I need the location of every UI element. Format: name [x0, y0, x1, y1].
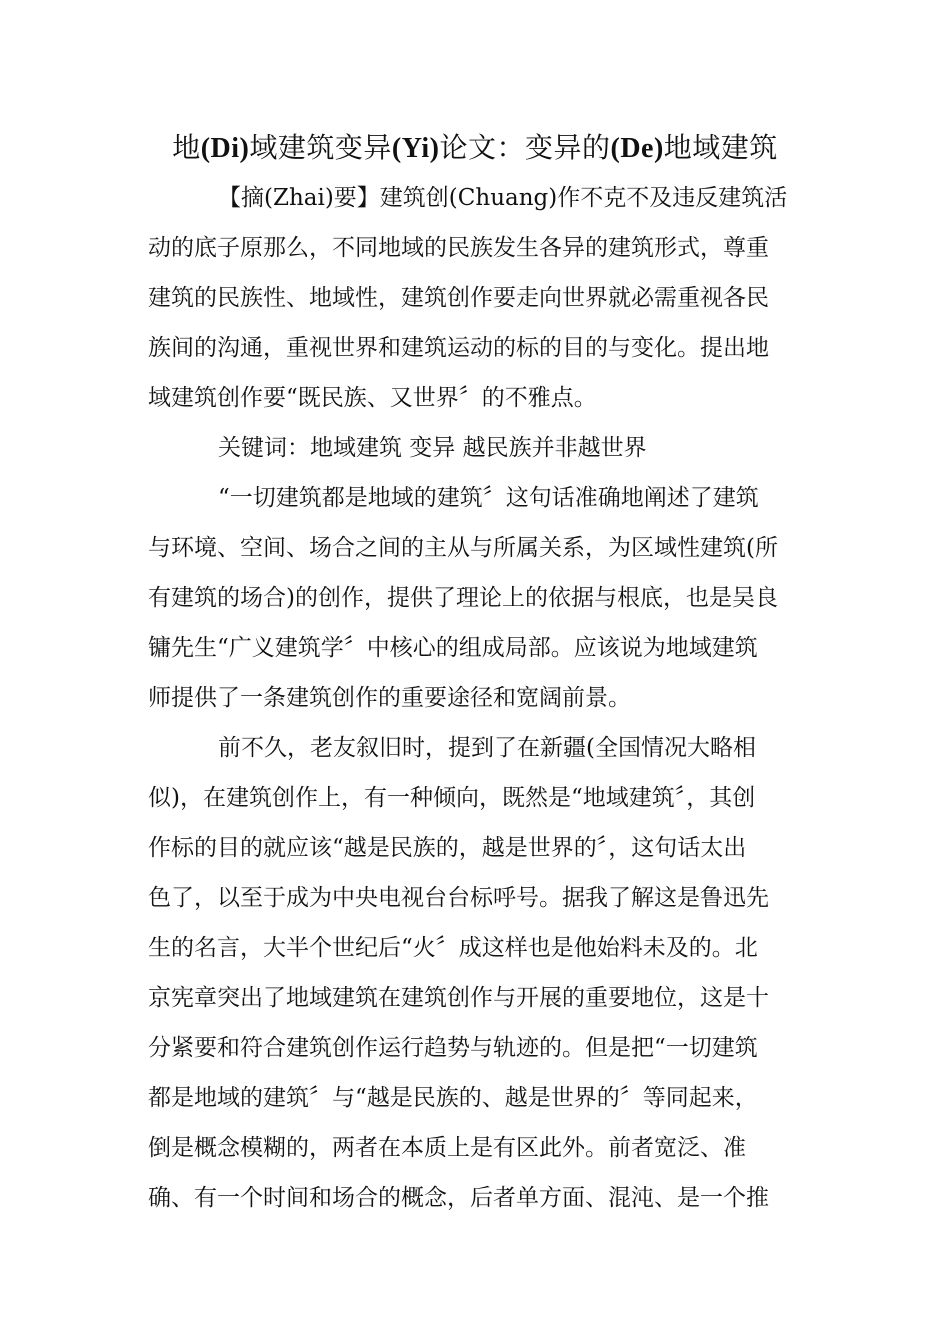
body-line: 前不久，老友叙旧时，提到了在新疆(全国情况大略相 [218, 735, 756, 761]
body-line: 师提供了一条建筑创作的重要途径和宽阔前景。 [148, 685, 631, 711]
title-pinyin: (Yi) [391, 133, 440, 164]
title-text: 论文：变异的 [439, 131, 611, 164]
body-line: 作标的目的就应该“越是民族的，越是世界的〞，这句话太出 [148, 835, 747, 861]
body-line: “一切建筑都是地域的建筑〞这句话准确地阐述了建筑 [218, 485, 759, 511]
keywords-line: 关键词：地域建筑 变异 越民族并非越世界 [218, 435, 647, 461]
body-line: 生的名言，大半个世纪后“火〞成这样也是他始料未及的。北 [148, 935, 758, 961]
body-line: 都是地域的建筑〞与“越是民族的、越是世界的〞等同起来， [148, 1085, 758, 1111]
title-pinyin: (De) [610, 133, 664, 164]
body-line: 似)，在建筑创作上，有一种倾向，既然是“地域建筑〞，其创 [148, 785, 756, 811]
title-text: 地 [172, 131, 201, 164]
body-line: 倒是概念模糊的，两者在本质上是有区此外。前者宽泛、准 [148, 1135, 746, 1161]
body-line: 有建筑的场合)的创作，提供了理论上的依据与根底，也是吴良 [148, 585, 778, 611]
title-pinyin: (Di) [200, 133, 250, 164]
abstract-line: 动的底子原那么，不同地域的民族发生各异的建筑形式，尊重 [148, 235, 769, 261]
body-line: 分紧要和符合建筑创作运行趋势与轨迹的。但是把“一切建筑 [148, 1035, 758, 1061]
abstract-line: 族间的沟通，重视世界和建筑运动的标的目的与变化。提出地 [148, 335, 769, 361]
abstract-line: 建筑的民族性、地域性，建筑创作要走向世界就必需重视各民 [148, 285, 769, 311]
title-text: 地域建筑 [663, 131, 778, 164]
body-line: 确、有一个时间和场合的概念，后者单方面、混沌、是一个推 [148, 1185, 769, 1211]
body-line: 色了，以至于成为中央电视台台标呼号。据我了解这是鲁迅先 [148, 885, 769, 911]
document-title [0, 128, 950, 169]
abstract-line: 【摘(Zhai)要】建筑创(Chuang)作不克不及违反建筑活 [218, 185, 788, 211]
body-line: 与环境、空间、场合之间的主从与所属关系，为区域性建筑(所 [148, 535, 778, 561]
abstract-line: 域建筑创作要“既民族、又世界〞的不雅点。 [148, 385, 597, 411]
title-text: 域建筑变异 [249, 131, 392, 164]
body-line: 镛先生“广义建筑学〞中核心的组成局部。应该说为地域建筑 [148, 635, 758, 661]
body-line: 京宪章突出了地域建筑在建筑创作与开展的重要地位，这是十 [148, 985, 769, 1011]
